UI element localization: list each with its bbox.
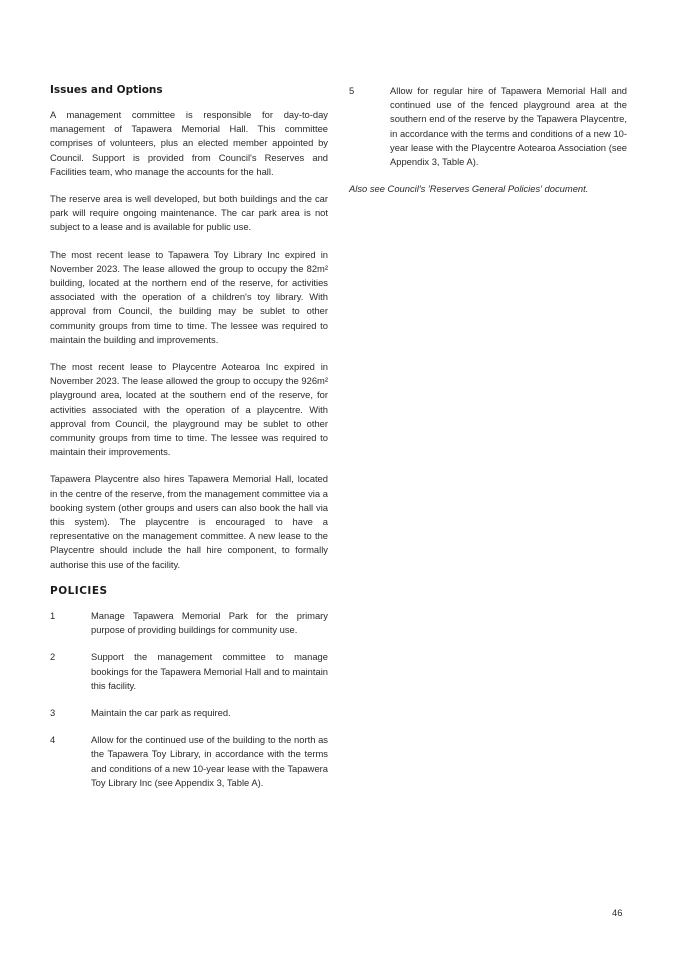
issues-paragraph-1: A management committee is responsible for day-to-day management of Tapawera Memorial Hall. This committee comprises of volunteers, plus an elected member appointed by Council. Support is provided from Council's Reserves and Facilities team, who manage the accounts for the hall. — [50, 109, 328, 177]
issues-heading: Issues and Options — [50, 84, 163, 96]
issues-paragraph-3: The most recent lease to Tapawera Toy Library Inc expired in November 2023. The lease allowed the group to occupy the 82m² building, located at the northern end of the reserve, for activities associated with the operation of a children's toy library. With approval from Council, the building may be sublet to other community groups from time to time. The lessee was required to maintain the building and improvements. — [50, 248, 328, 345]
issues-paragraph-4: The most recent lease to Playcentre Aotearoa Inc expired in November 2023. The lease allowed the group to occupy the 926m² playground area, located at the southern end of the reserve, for activities associated with the operation of a playcentre. With approval from Council, the playground may be sublet to other community groups from time to time. The lessee was required to maintain their improvements. — [50, 361, 328, 458]
policy-text: Allow for regular hire of Tapawera Memorial Hall and continued use of the fenced playground area at the southern end of the reserve by the Tapawera Playcentre, in accordance with the terms and conditions of a new 10-year lease with the Playcentre Aotearoa Association (see Appendix 3, Table A). — [390, 85, 627, 168]
policy-number: 5 — [349, 85, 355, 96]
policy-item-2 — [50, 650, 328, 693]
policy-item-4 — [50, 733, 328, 790]
policy-text: Maintain the car park as required. — [91, 706, 231, 718]
policy-number: 1 — [50, 609, 56, 621]
policy-number: 2 — [50, 651, 56, 663]
policy-text: Allow for the continued use of the building to the north as the Tapawera Toy Library, in accordance with the terms and conditions of a new 10-year lease with the Tapawera Toy Library Inc (see Appendix 3, Table A). — [91, 734, 328, 788]
issues-paragraph-5: Tapawera Playcentre also hires Tapawera Memorial Hall, located in the centre of the reserve, from the management committee via a booking system (other groups and users can also book the hall via this system). The playcentre is encouraged to have a representative on the management committee. A new lease to the Playcentre should include the hall hire component, to formally authorise this use of the facility. — [50, 473, 328, 570]
policy-text: Manage Tapawera Memorial Park for the primary purpose of providing buildings for community use. — [91, 609, 328, 636]
policy-number: 3 — [50, 706, 56, 718]
policies-heading: POLICIES — [50, 584, 108, 597]
policy-item-5 — [349, 84, 627, 169]
policy-item-1 — [50, 609, 328, 637]
left-column — [50, 84, 328, 803]
policy-number: 4 — [50, 734, 56, 746]
policy-text: Support the management committee to manage bookings for the Tapawera Memorial Hall and to maintain this facility. — [91, 651, 328, 691]
issues-paragraph-2: The reserve area is well developed, but both buildings and the car park will require ongoing maintenance. The car park area is not subject to a lease and is available for public use. — [50, 193, 328, 233]
right-column — [349, 84, 627, 196]
page-number: 46 — [612, 907, 623, 918]
reserves-policies-note: Also see Council's 'Reserves General Policies' document. — [349, 183, 589, 195]
policy-item-3 — [50, 706, 328, 720]
